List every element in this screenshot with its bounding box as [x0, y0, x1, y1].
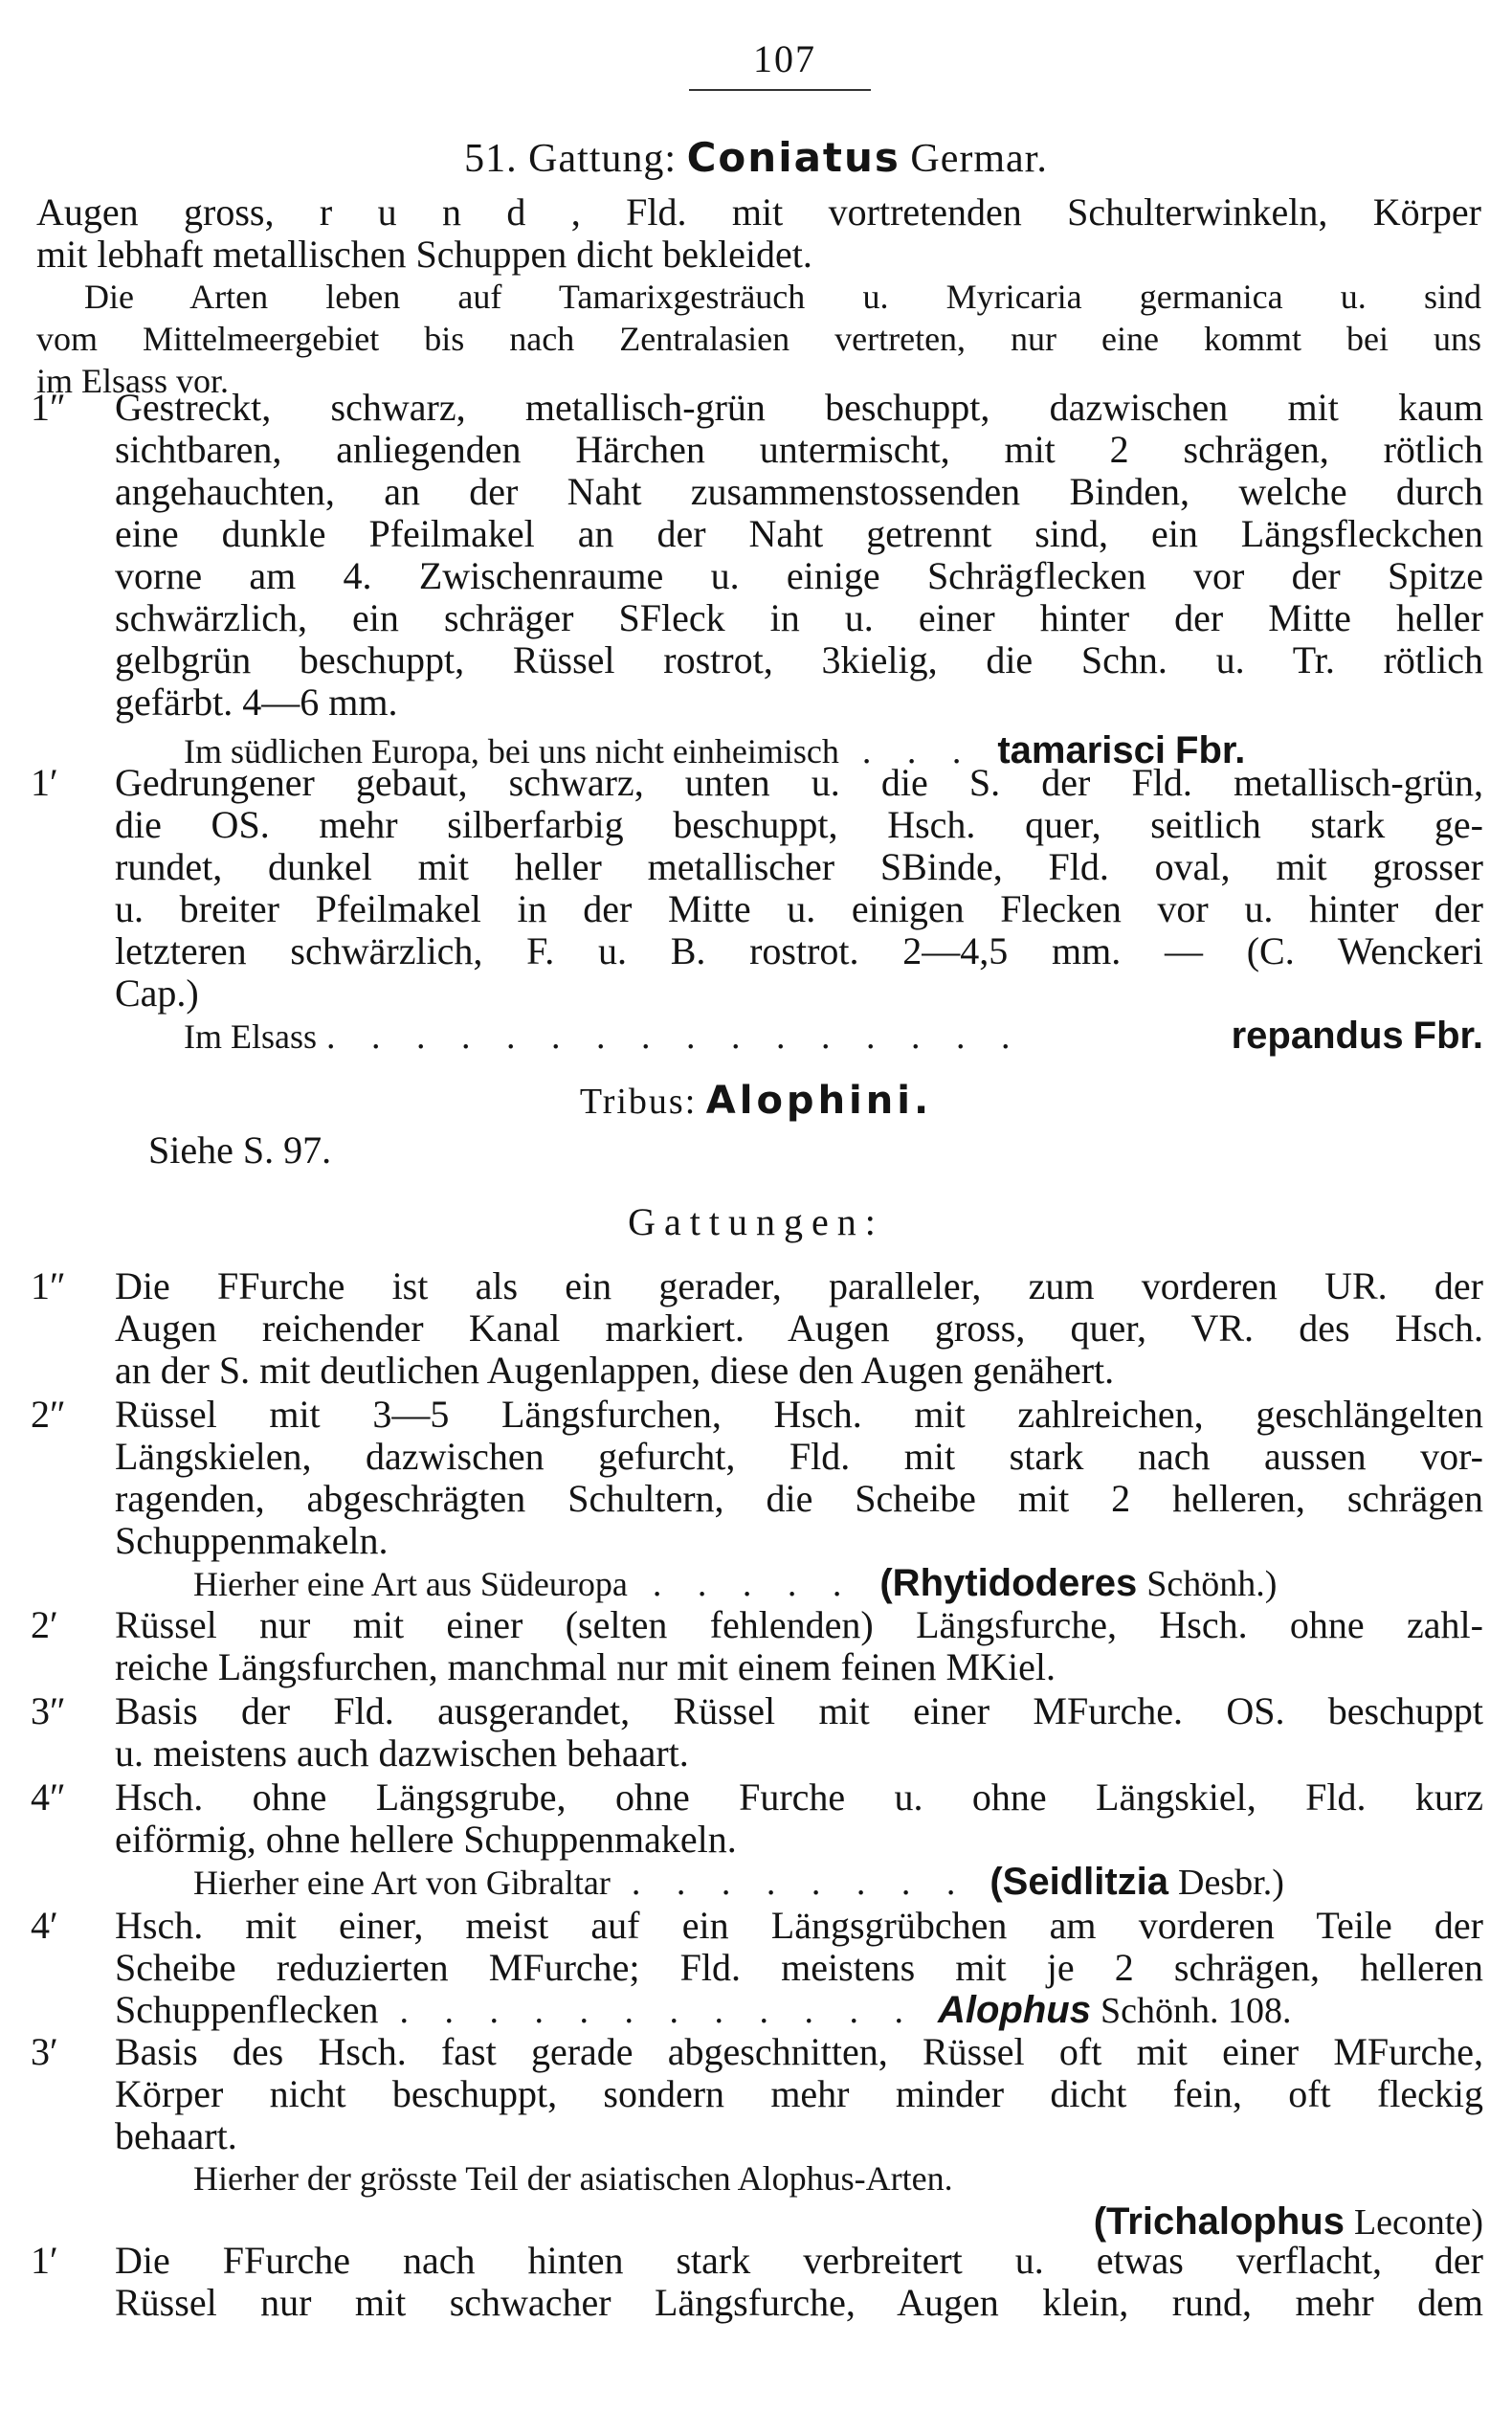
key-couplet	[31, 1394, 1483, 1605]
key-couplet	[31, 1776, 1483, 1904]
species-line: gelbgrün beschuppt, Rüssel rostrot, 3kielig, die Schn. u. Tr. rötlich	[115, 638, 1483, 681]
species-line: schwärzlich, ein schräger SFleck in u. einer hinter der Mitte heller	[115, 596, 1483, 639]
key-couplet	[31, 2240, 1483, 2324]
species-line: sichtbaren, anliegenden Härchen untermischt, mit 2 schrägen, rötlich	[115, 428, 1483, 471]
key-line: Hsch. mit einer, meist auf ein Längsgrübchen am vorderen Teile der	[115, 1904, 1483, 1947]
intro-line: Augen gross, r u n d , Fld. mit vortretenden Schulterwinkeln, Körper	[36, 190, 1481, 234]
genus-author: Germar.	[910, 137, 1048, 181]
genus-author: Leconte)	[1353, 2202, 1483, 2243]
species-line: die OS. mehr silberfarbig beschuppt, Hsch. quer, seitlich stark ge-	[115, 803, 1483, 846]
genus-intro	[36, 191, 1481, 402]
species-line: gefärbt. 4—6 mm.	[115, 681, 398, 724]
genus-heading-prefix: 51. Gattung:	[464, 137, 678, 181]
tribus-name: Alophini.	[705, 1079, 933, 1123]
couplet-marker: 2″	[31, 1393, 66, 1436]
species-name: tamarisci	[997, 729, 1167, 771]
leader-dots: . . .	[861, 731, 975, 771]
reference-text: Im Elsass	[184, 1017, 317, 1056]
tribus-heading	[0, 1079, 1512, 1123]
intro-line: im Elsass vor.	[36, 362, 230, 400]
key-couplet	[31, 1905, 1483, 2032]
species-author: Fbr.	[1412, 1015, 1483, 1057]
genus-name: (Trichalophus	[1093, 2200, 1345, 2243]
key-line: u. meistens auch dazwischen behaart.	[115, 1731, 689, 1775]
genus-name: Coniatus	[686, 134, 901, 181]
leader-dots: . . . . . . . .	[631, 1863, 969, 1903]
key-line: Scheibe reduzierten MFurche; Fld. meistens mit je 2 schrägen, helleren	[115, 1946, 1483, 1989]
key-line: Körper nicht beschuppt, sondern mehr minder dicht fein, oft fleckig	[115, 2072, 1483, 2115]
genus-reference	[31, 2200, 1483, 2244]
species-reference	[184, 1015, 1483, 1058]
key-line: Rüssel nur mit schwacher Längsfurche, Augen klein, rund, mehr dem	[115, 2281, 1483, 2324]
couplet-marker: 4′	[31, 1904, 58, 1947]
reference-text: Hierher eine Art aus Südeuropa	[193, 1565, 628, 1603]
key-couplet	[31, 1604, 1483, 1688]
species-line: Cap.)	[115, 971, 199, 1015]
key-line: Basis des Hsch. fast gerade abgeschnitten, Rüssel oft mit einer MFurche,	[115, 2030, 1483, 2073]
key-line: Rüssel mit 3—5 Längsfurchen, Hsch. mit zahlreichen, geschlängelten	[115, 1393, 1483, 1436]
key-couplet	[31, 2031, 1483, 2244]
species-entry	[31, 387, 1483, 772]
couplet-marker: 1′	[31, 2239, 58, 2282]
genus-author: Schönh. 108.	[1100, 1991, 1292, 2031]
leader-dots: . . . . . . . . . . . .	[399, 1991, 917, 2031]
leader-dots: . . . . . . . . . . . . . . . .	[326, 1016, 1024, 1057]
key-line: Augen reichender Kanal markiert. Augen gross, quer, VR. des Hsch.	[115, 1306, 1483, 1350]
couplet-marker: 1″	[31, 1264, 66, 1307]
genus-author: Schönh.)	[1146, 1564, 1278, 1604]
reference-text: Hierher der grösste Teil der asiatischen Alophus-Arten.	[193, 2159, 953, 2198]
key-couplet	[31, 1265, 1483, 1392]
key-line: ragenden, abgeschrägten Schultern, die Scheibe mit 2 helleren, schrägen	[115, 1477, 1483, 1520]
key-line: Längskielen, dazwischen gefurcht, Fld. mit stark nach aussen vor-	[115, 1435, 1483, 1478]
key-line: reiche Längsfurchen, manchmal nur mit einem feinen MKiel.	[115, 1645, 1056, 1688]
genus-name: (Seidlitzia	[989, 1861, 1169, 1903]
tribus-label: Tribus:	[579, 1082, 698, 1122]
species-line: Gedrungener gebaut, schwarz, unten u. die S. der Fld. metallisch-grün,	[115, 761, 1483, 804]
intro-line: mit lebhaft metallischen Schuppen dicht bekleidet.	[36, 233, 812, 276]
couplet-marker: 4″	[31, 1775, 66, 1819]
couplet-marker: 1′	[31, 761, 58, 804]
key-line: behaart.	[115, 2114, 237, 2157]
intro-line: vom Mittelmeergebiet bis nach Zentralasien vertreten, nur eine kommt bei uns	[36, 320, 1481, 358]
species-line: eine dunkle Pfeilmakel an der Naht getrennt sind, ein Längsfleckchen	[115, 512, 1483, 555]
species-line: u. breiter Pfeilmakel in der Mitte u. einigen Flecken vor u. hinter der	[115, 887, 1483, 930]
leader-dots: . . . . .	[652, 1564, 856, 1604]
key-line: Basis der Fld. ausgerandet, Rüssel mit einer MFurche. OS. beschuppt	[115, 1689, 1483, 1732]
reference-text: Hierher eine Art von Gibraltar	[193, 1864, 611, 1902]
page-number: 107	[753, 37, 816, 80]
species-line: rundet, dunkel mit heller metallischer SBinde, Fld. oval, mit grosser	[115, 845, 1483, 888]
species-line: vorne am 4. Zwischenraume u. einige Schrägflecken vor der Spitze	[115, 554, 1483, 597]
key-line: Schuppenmakeln.	[115, 1519, 389, 1562]
key-line: eiförmig, ohne hellere Schuppenmakeln.	[115, 1818, 737, 1861]
cross-reference: Siehe S. 97.	[148, 1128, 332, 1172]
page-number-rule	[689, 89, 871, 91]
genus-name: Alophus	[937, 1989, 1091, 2031]
genus-author: Desbr.)	[1178, 1863, 1284, 1903]
key-line: Die FFurche ist als ein gerader, paralleler, zum vorderen UR. der	[115, 1264, 1483, 1307]
key-line: Rüssel nur mit einer (selten fehlenden) Längsfurche, Hsch. ohne zahl-	[115, 1603, 1483, 1646]
species-entry	[31, 762, 1483, 1058]
species-name: repandus	[1231, 1015, 1404, 1057]
genus-name: (Rhytidoderes	[879, 1562, 1138, 1604]
species-line: angehauchten, an der Naht zusammenstossenden Binden, welche durch	[115, 470, 1483, 513]
couplet-marker: 2′	[31, 1603, 58, 1646]
intro-line: Die Arten leben auf Tamarixgesträuch u. Myricaria germanica u. sind	[84, 278, 1481, 316]
genus-reference	[193, 1861, 1483, 1904]
key-line: an der S. mit deutlichen Augenlappen, diese den Augen genähert.	[115, 1349, 1115, 1392]
species-line: Gestreckt, schwarz, metallisch-grün beschuppt, dazwischen mit kaum	[115, 386, 1483, 429]
species-line: letzteren schwärzlich, F. u. B. rostrot. 2—4,5 mm. — (C. Wenckeri	[115, 929, 1483, 972]
key-couplet	[31, 1690, 1483, 1775]
couplet-marker: 1″	[31, 386, 66, 429]
genus-reference	[115, 1989, 1483, 2032]
reference-text: Im südlichen Europa, bei uns nicht einheimisch	[184, 732, 839, 770]
key-line: Hsch. ohne Längsgrube, ohne Furche u. ohne Längskiel, Fld. kurz	[115, 1775, 1483, 1819]
genera-heading: Gattungen:	[628, 1200, 884, 1243]
genus-reference	[193, 1562, 1483, 1605]
reference-text: Schuppenflecken	[115, 1988, 379, 2031]
couplet-marker: 3′	[31, 2030, 58, 2073]
genus-heading	[0, 134, 1512, 182]
key-line: Die FFurche nach hinten stark verbreitert u. etwas verflacht, der	[115, 2239, 1483, 2282]
couplet-marker: 3″	[31, 1689, 66, 1732]
species-author: Fbr.	[1175, 729, 1246, 771]
